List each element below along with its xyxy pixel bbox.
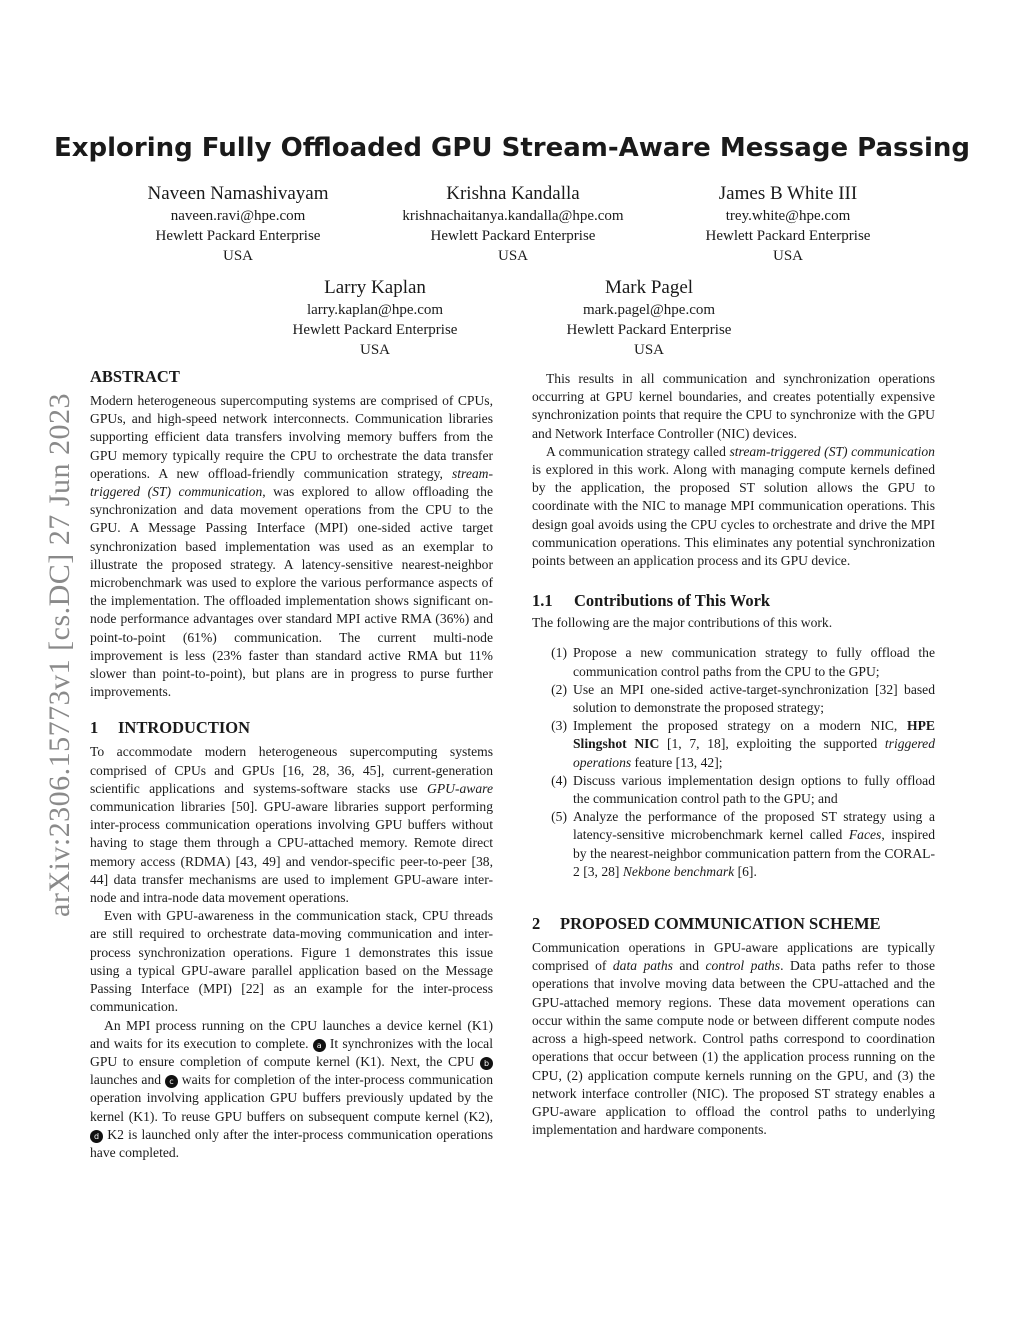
author-country: USA [222,248,253,264]
abstract-emphasis: stream-triggered (ST) communication [90,465,493,500]
list-text [573,717,935,772]
proposed-heading [532,913,935,935]
list-text: Use an MPI one-sided active-target-synchronization [32] based solution to demonstrate the proposed strategy; [573,681,935,716]
text-emphasis: data paths [612,958,673,974]
section-title: PROPOSED COMMUNICATION SCHEME [560,914,881,934]
text-run: Analyze the performance of the proposed ST strategy using a latency-sensitive microbenchmark kernel called [573,809,935,843]
list-item [532,808,935,881]
step-marker-a: a [313,1039,326,1052]
list-text: Discuss various implementation design options to fully offload the communication control path to the GPU; and [573,772,935,807]
author-affiliation: Hewlett Packard Enterprise [155,228,321,244]
author-name: James B White III [718,183,858,204]
intro-paragraph [90,1017,493,1163]
arxiv-stamp-text: arXiv:2306.15773v1 [cs.DC] 27 Jun 2023 [43,393,76,917]
step-marker-c: c [165,1075,178,1088]
author-country: USA [359,342,390,358]
section-number: 2 [532,914,541,934]
list-item [532,644,935,680]
step-marker-d: d [90,1130,103,1143]
section-number: 1 [90,718,99,738]
intro-paragraph [90,743,493,907]
author-affiliation: Hewlett Packard Enterprise [292,322,458,338]
author-block [88,182,388,266]
contributions-list [532,644,935,881]
text-run: K2 is launched only after the inter-process communication operations have completed. [90,1126,493,1160]
author-affiliation: Hewlett Packard Enterprise [566,322,732,338]
intro-paragraph: Even with GPU-awareness in the communication stack, CPU threads are still required to orchestrate data-moving communication and inter-process synchronization operations. Figure 1 demonstrates this issue using a typical GPU-aware parallel application based on the Message Passing Interface (MPI) [22] as an example for the inter-process communication. [90,908,493,1015]
text-run: is explored in this work. Along with managing compute kernels defined by the application, the proposed ST solution allows the GPU to coordinate with the NIC to manage MPI communication operations. This design goal avoids using the CPU cycles to orchestrate and drive the MPI communication operations. This eliminates any potential synchronization points between an application process and its GPU device. [532,462,935,569]
author-block [638,182,938,266]
text-emphasis: GPU-aware [427,780,493,796]
text-run: and [672,958,706,974]
left-column [90,366,493,1162]
author-name: Mark Pagel [604,277,694,298]
list-text [573,808,935,881]
text-run: [6]. [734,863,757,879]
author-email: larry.kaplan@hpe.com [306,302,444,318]
list-item [532,772,935,808]
body-paragraph [532,939,935,1139]
paper-title: Exploring Fully Offloaded GPU Stream-Aware Message Passing [53,133,971,163]
author-name: Larry Kaplan [324,277,426,298]
list-item [532,717,935,772]
author-country: USA [497,248,528,264]
author-name: Krishna Kandalla [446,183,580,204]
author-country: USA [772,248,803,264]
author-email: naveen.ravi@hpe.com [170,208,306,224]
text-run: feature [13, 42]; [631,754,723,770]
author-affiliation: Hewlett Packard Enterprise [705,228,871,244]
abstract-text [90,392,493,701]
text-run: . Data paths refer to those operations that involve moving data between the CPU-attached and the GPU-attached memory regions. These data movement operations can occur within the same compute node or between different compute nodes across a high-speed network. Control paths correspond to coordination operations that occur between (1) the application process running on the CPU, (2) application compute kernels running on the GPU, and (3) the network interface controller (NIC). The proposed ST strategy enables a GPU-aware application to offload the control paths to underlying implementation and hardware components. [532,958,935,1138]
text-run: To accommodate modern heterogeneous supercomputing systems comprised of CPUs and GPUs [16, 28, 36, 45], current-generation scientific applications and systems-software stacks use [90,744,493,796]
text-emphasis: Faces [848,827,882,843]
intro-heading [90,717,493,739]
text-emphasis: control paths [705,958,781,974]
author-email: trey.white@hpe.com [725,208,851,224]
text-run: launches and [90,1072,165,1088]
text-run: It synchronizes with the local GPU to ensure completion of compute kernel (K1). Next, the CPU [90,1035,493,1069]
list-number: (3) [551,718,567,734]
text-emphasis: triggered operations [573,736,935,770]
list-number: (2) [551,681,567,697]
abstract-text-part: Modern heterogeneous supercomputing systems are comprised of CPUs, GPUs, and high-speed network interconnects. Communication libraries supporting efficient data transfers involving memory buffers from the GPU memory typically require the CPU to orchestrate the data transfer operations. A new offload-friendly communication strategy, [90,393,493,481]
contrib-intro: The following are the major contributions of this work. [532,615,833,631]
text-run: Communication operations in GPU-aware applications are typically comprised of [532,940,935,974]
arxiv-stamp [30,360,90,950]
body-paragraph: This results in all communication and synchronization operations occurring at GPU kernel boundaries, and creates potentially expensive synchronization points that require the CPU to synchronize with the GPU and Network Interface Controller (NIC) devices. [532,371,935,441]
list-text: Propose a new communication strategy to fully offload the communication control paths from the CPU to the GPU; [573,645,935,679]
text-run: , inspired by the nearest-neighbor communication pattern from the CORAL-2 [3, 28] [573,827,936,879]
section-number: 1.1 [532,591,553,611]
text-run: [1, 7, 18], exploiting the supported [659,736,885,752]
list-item [532,681,935,717]
section-title: INTRODUCTION [118,718,251,738]
author-name: Naveen Namashivayam [147,183,329,204]
author-email: krishnachaitanya.kandalla@hpe.com [402,208,624,224]
text-run: An MPI process running on the CPU launches a device kernel (K1) and waits for its execution to complete. [90,1017,493,1051]
list-number: (1) [551,645,567,661]
author-block [363,182,663,266]
text-emphasis: stream-triggered (ST) communication [729,443,935,459]
text-run: Implement the proposed strategy on a modern NIC, [573,718,908,734]
text-bold: HPE Slingshot NIC [573,718,935,752]
text-run: A communication strategy called [546,443,730,459]
section-title: Contributions of This Work [574,591,771,611]
author-affiliation: Hewlett Packard Enterprise [430,228,596,244]
step-marker-b: b [480,1057,493,1070]
list-number: (5) [551,809,567,825]
contrib-heading [532,590,935,612]
right-column [532,370,935,1139]
text-run: waits for completion of the inter-process communication operation involving application GPU buffers previously updated by the kernel (K1). To reuse GPU buffers on subsequent compute kernel (K2), [90,1072,494,1124]
abstract-text-part: , was explored to allow offloading the synchronization and data movement operations from the CPU to the GPU. A Message Passing Interface (MPI) one-sided active target synchronization based implementation was used as an exemplar to illustrate the proposed strategy. A latency-sensitive nearest-neighbor microbenchmark was used to explore the various performance aspects of the implementation. The offloaded implementation shows significant on-node performance advantages over standard MPI active RMA (36%) and point-to-point (61%) communication. The current multi-node improvement is less (23% faster than standard active RMA but 11% slower than point-to-point), but plans are in progress to purse further improvements. [90,484,494,700]
body-paragraph [532,443,935,570]
author-block [499,276,799,360]
abstract-heading: ABSTRACT [90,367,180,386]
author-country: USA [633,342,664,358]
text-run: communication libraries [50]. GPU-aware libraries support performing inter-process communication operations involving GPU buffers without having to stage them through a CPU-attached memory. Remote direct memory access (RDMA) [43, 49] and vendor-specific peer-to-peer [38, 44] data transfer mechanisms are used to implement GPU-aware inter-node and intra-node data movement operations. [90,799,493,906]
author-block [225,276,525,360]
text-emphasis: Nekbone benchmark [622,863,735,879]
author-email: mark.pagel@hpe.com [582,302,716,318]
list-number: (4) [551,772,567,788]
